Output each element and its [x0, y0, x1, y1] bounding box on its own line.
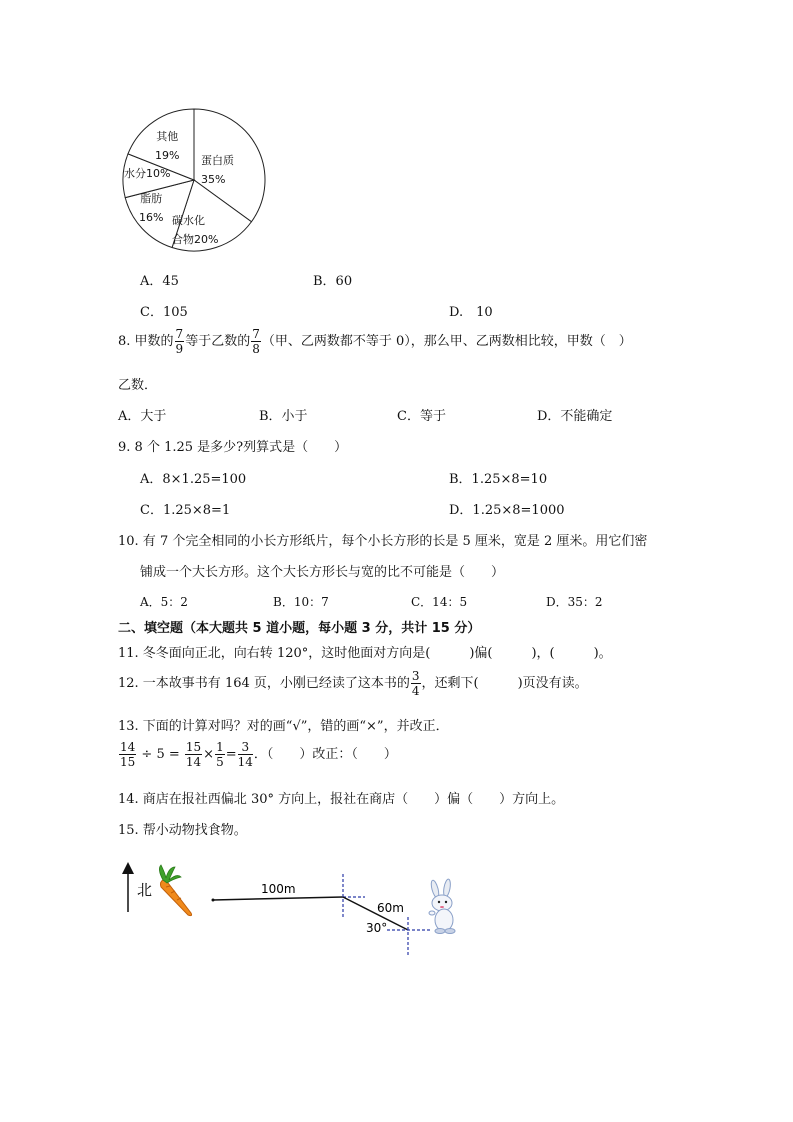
pie-label-protein	[201, 151, 234, 189]
q8-option-b[interactable]: B．小于	[259, 409, 308, 424]
q13-f2-den: 14	[185, 755, 202, 769]
q8-option-d[interactable]: D．不能确定	[537, 409, 613, 424]
q8-f1-num: 7	[175, 327, 184, 341]
angle-label: 30°	[366, 921, 388, 935]
q14-text: 14. 商店在报社西偏北 30° 方向上，报社在商店（ ）偏（ ）方向上。	[118, 792, 565, 807]
q13-stem: 13. 下面的计算对吗？对的画“√”，错的画“×”，并改正．	[118, 719, 449, 734]
distance-label-2: 60m	[377, 901, 404, 915]
q12-f-den: 4	[411, 684, 420, 698]
q8-line2: 乙数．	[118, 378, 158, 393]
q13-f3-num: 1	[216, 740, 224, 754]
q8-f2-den: 8	[252, 342, 260, 356]
q13-op1: ÷ 5 =	[141, 747, 180, 762]
direction-map	[115, 855, 485, 960]
q12-suffix: ，还剩下( )页没有读。	[421, 676, 588, 691]
pie-label-water: 水分10%	[124, 167, 171, 180]
q13-frac-3	[215, 741, 225, 768]
q8-option-c[interactable]: C．等于	[397, 409, 446, 424]
q13-f4-num: 3	[238, 741, 253, 755]
q13-expression	[118, 741, 397, 768]
pie-label-fat	[139, 189, 163, 227]
q10-option-a[interactable]: A．5：2	[140, 595, 188, 609]
q13-f3-den: 5	[216, 755, 224, 769]
q13-f1-num: 14	[120, 740, 136, 754]
q8-f2-num: 7	[252, 327, 260, 341]
distance-label-1: 100m	[261, 882, 296, 896]
q11-text: 11. 冬冬面向正北，向右转 120°，这时他面对方向是( )偏( )，( )。	[118, 646, 612, 661]
q13-frac-2	[185, 741, 202, 768]
q8-prefix: 8. 甲数的	[118, 334, 174, 349]
q8-f1-den: 9	[175, 342, 184, 356]
q9-option-d[interactable]: D．1.25×8=1000	[449, 503, 565, 518]
pie-label-protein-name: 蛋白质	[201, 154, 234, 167]
q13-f1-den: 15	[120, 755, 136, 769]
q9-stem: 9. 8 个 1.25 是多少?列算式是（ ）	[118, 440, 348, 455]
q13-op2: ×	[203, 747, 215, 762]
q9-option-a[interactable]: A．8×1.25=100	[140, 472, 247, 487]
q7-option-a[interactable]: A．45	[140, 274, 179, 289]
q8-fraction-1	[175, 328, 185, 355]
north-label: 北	[137, 881, 153, 899]
q10-option-c[interactable]: C．14：5	[411, 595, 468, 609]
section-2-heading: 二、填空题（本大题共 5 道小题，每小题 3 分，共计 15 分）	[118, 621, 481, 636]
q15-text: 15. 帮小动物找食物。	[118, 823, 247, 838]
q8-option-a[interactable]: A．大于	[118, 409, 167, 424]
q8-middle: 等于乙数的	[185, 334, 251, 349]
q13-op3: =	[225, 747, 237, 762]
pie-label-carb-line1: 碳水化	[172, 214, 205, 227]
pie-label-carb-line2: 合物20%	[172, 233, 219, 246]
pie-label-carb	[172, 211, 218, 249]
q12-fraction	[411, 670, 421, 697]
pie-label-fat-name: 脂肪	[140, 192, 163, 205]
q13-tail: ．（ ）改正：（ ）	[253, 747, 397, 762]
q12-stem	[118, 670, 588, 697]
pie-label-fat-pct: 16%	[139, 211, 164, 224]
carrot-icon	[159, 865, 191, 916]
q7-option-d[interactable]: D. 10	[449, 305, 493, 320]
q7-option-b[interactable]: B．60	[313, 274, 353, 289]
q13-f4-den: 14	[237, 755, 253, 769]
q13-f2-num: 15	[185, 740, 202, 754]
q13-frac-1	[119, 741, 136, 768]
q12-f-num: 3	[411, 669, 420, 683]
q8-suffix: （甲、乙两数都不等于 0），那么甲、乙两数相比较，甲数（ ）	[261, 334, 632, 349]
path-segment-1	[213, 897, 343, 900]
q8-stem	[118, 328, 632, 355]
q8-fraction-2	[251, 328, 261, 355]
rabbit-icon	[429, 879, 455, 934]
pie-label-other-pct: 19%	[155, 149, 180, 162]
q9-option-b[interactable]: B．1.25×8=10	[449, 472, 548, 487]
pie-label-other	[155, 127, 179, 165]
q9-option-c[interactable]: C．1.25×8=1	[140, 503, 231, 518]
q7-option-c[interactable]: C．105	[140, 305, 188, 320]
q10-option-b[interactable]: B．10：7	[273, 595, 329, 609]
q13-frac-4	[238, 741, 253, 768]
q10-line2: 铺成一个大长方形。这个大长方形长与宽的比不可能是（ ）	[140, 565, 505, 580]
q10-option-d[interactable]: D．35：2	[546, 595, 603, 609]
q12-prefix: 12. 一本故事书有 164 页，小刚已经读了这本书的	[118, 676, 410, 691]
q10-line1: 10. 有 7 个完全相同的小长方形纸片，每个小长方形的长是 5 厘米，宽是 2 厘米。用它们密	[118, 534, 648, 549]
pie-label-other-name: 其他	[156, 130, 179, 143]
pie-label-protein-pct: 35%	[201, 173, 226, 186]
